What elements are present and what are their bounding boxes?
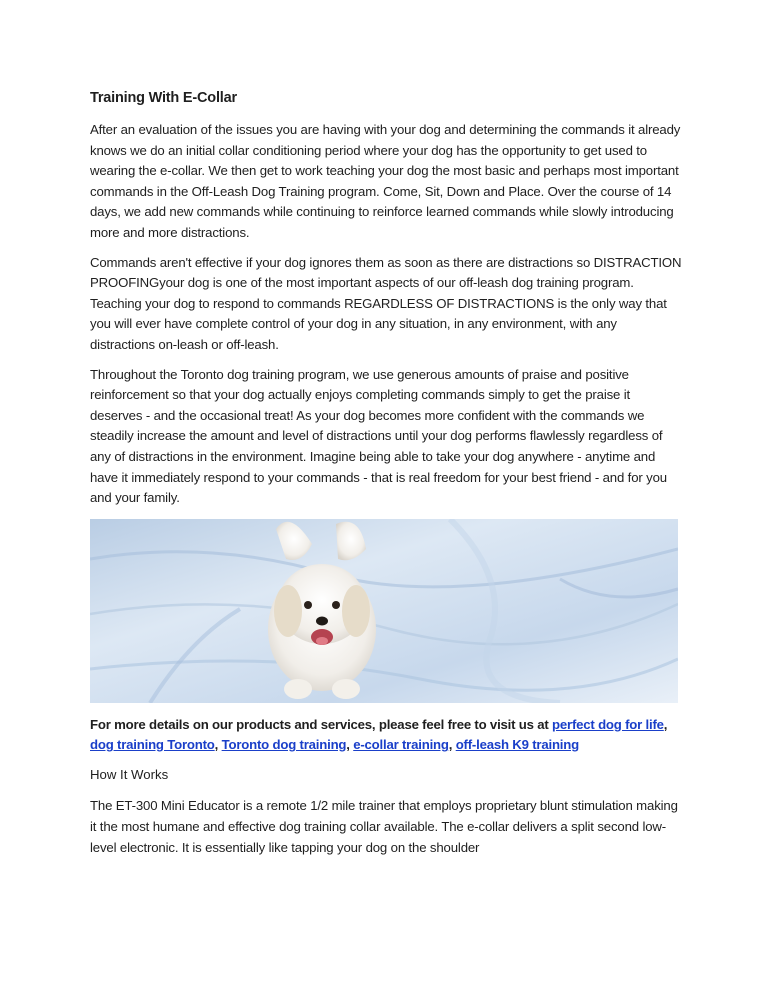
cta-paragraph xyxy=(90,715,682,756)
cta-separator: , xyxy=(448,737,456,753)
dog-in-snow-illustration xyxy=(90,519,678,703)
link-e-collar-training[interactable]: e-collar training xyxy=(353,737,449,753)
dog-in-snow-photo xyxy=(90,519,678,703)
cta-separator: , xyxy=(214,737,222,753)
link-perfect-dog-for-life[interactable]: perfect dog for life xyxy=(552,716,664,732)
cta-separator: , xyxy=(663,716,668,732)
link-dog-training-toronto[interactable]: dog training Toronto xyxy=(90,737,215,753)
paragraph-how-it-works: The ET-300 Mini Educator is a remote 1/2 mile trainer that employs proprietary blunt stimulation making it the most humane and effective dog training collar available. The e-collar delivers a split second low-level electronic. It is essentially like tapping your dog on the shoulder xyxy=(90,798,678,855)
page-title: Training With E-Collar xyxy=(90,90,237,106)
link-off-leash-k9-training[interactable]: off-leash K9 training xyxy=(455,737,579,753)
paragraph-distractions: Commands aren't effective if your dog ignores them as soon as there are distractions so DISTRACTION PROOFINGyour dog is one of the most important aspects of our off-leash dog training program. Teaching your dog to respond to commands REGARDLESS OF DISTRACTIONS is the only way that you will ever have complete control of your dog in any situation, in any environment, with any distractions on-leash or off-leash. xyxy=(90,254,682,352)
cta-separator: , xyxy=(346,737,354,753)
cta-intro: For more details on our products and services, please feel free to visit us at xyxy=(90,716,553,732)
link-toronto-dog-training[interactable]: Toronto dog training xyxy=(221,737,347,753)
document-page xyxy=(90,90,682,867)
paragraph-praise: Throughout the Toronto dog training program, we use generous amounts of praise and positive reinforcement so that your dog actually enjoys completing commands simply to get the praise it deserves - and the occasional treat! As your dog becomes more confident with the commands we steadily increase the amount and level of distractions until your dog performs flawlessly regardless of any of distractions in the environment. Imagine being able to take your dog anywhere - anytime and have it immediately respond to your commands - that is real freedom for your best friend - and for you and your family. xyxy=(90,366,667,506)
paragraph-intro: After an evaluation of the issues you are having with your dog and determining the commands it already knows we do an initial collar conditioning period where your dog has the opportunity to get used to wearing the e-collar. We then get to work teaching your dog the most basic and perhaps most important commands in the Off-Leash Dog Training program. Come, Sit, Down and Place. Over the course of 14 days, we add new commands while continuing to reinforce learned commands while slowly introducing more and more distractions. xyxy=(90,122,681,240)
section-heading-how-it-works: How It Works xyxy=(90,766,169,782)
